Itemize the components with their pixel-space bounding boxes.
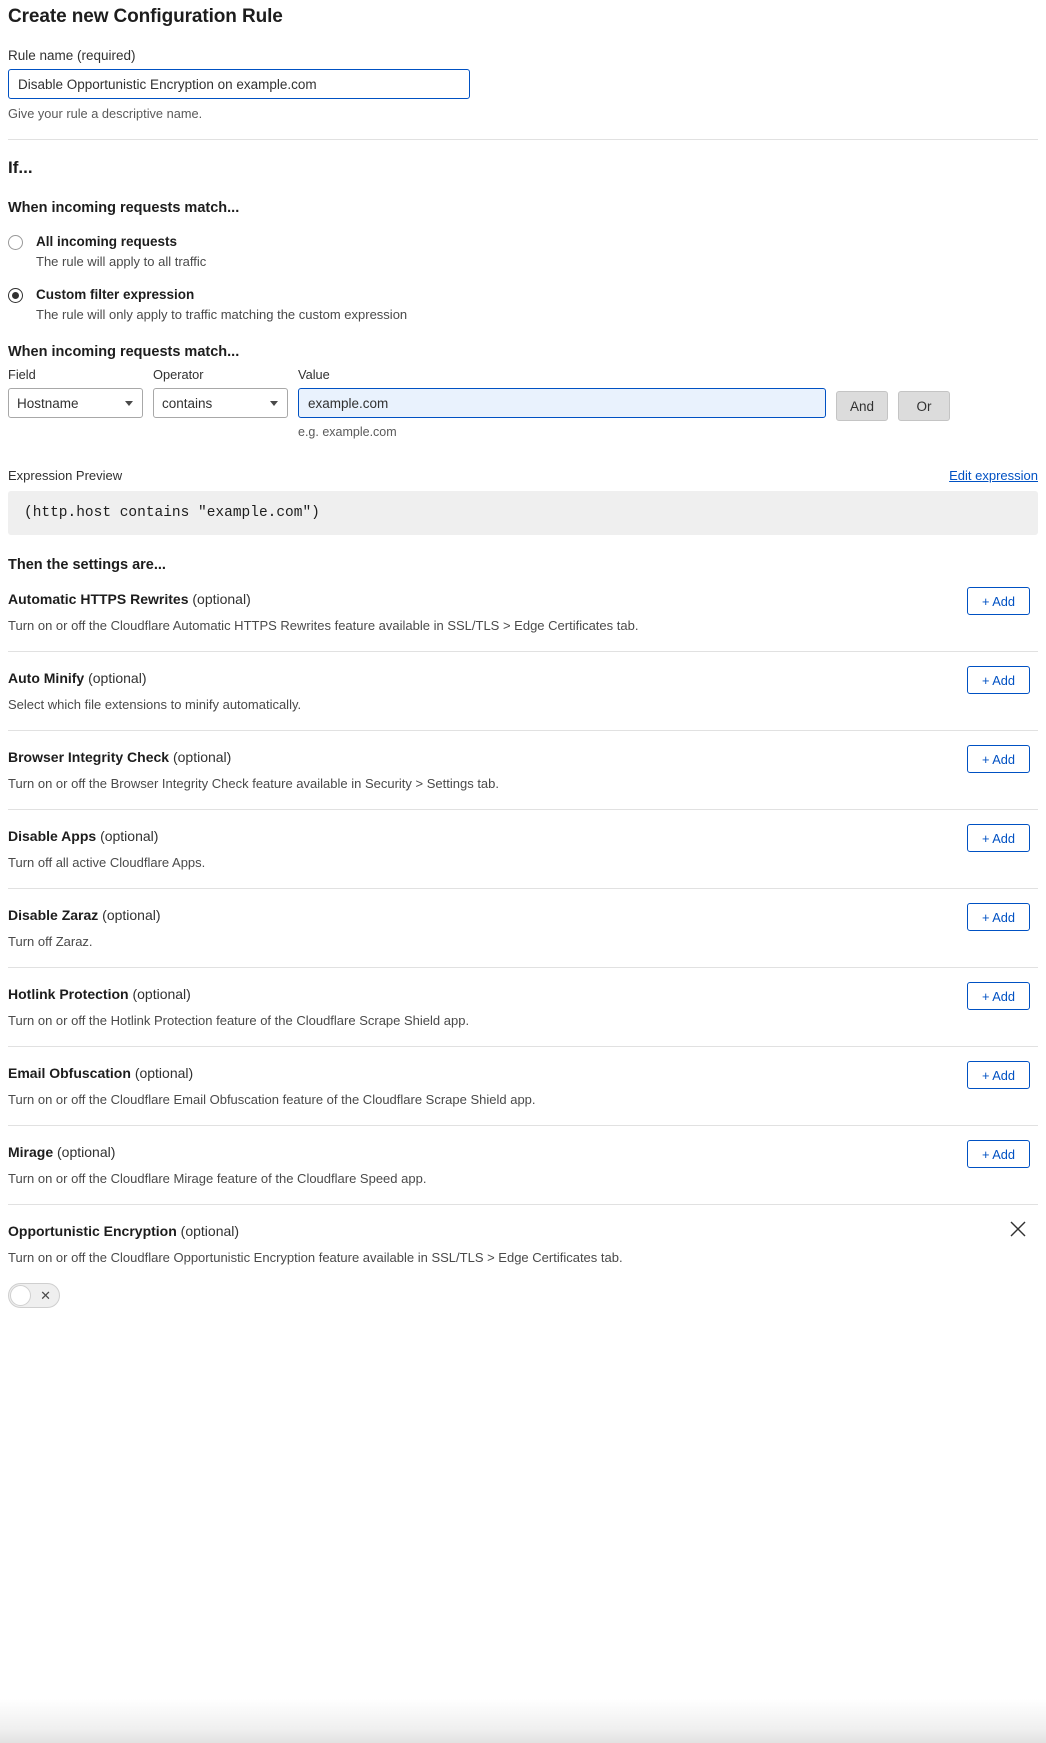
close-icon[interactable]	[1008, 1219, 1028, 1239]
setting-row	[8, 652, 1038, 731]
setting-title	[8, 670, 1038, 686]
bottom-fade-bar	[0, 1699, 1046, 1743]
chevron-down-icon	[125, 401, 133, 406]
value-column-label: Value	[298, 367, 330, 382]
setting-title	[8, 986, 1038, 1002]
setting-optional: (optional)	[172, 749, 232, 765]
setting-description: Turn on or off the Cloudflare Mirage feature of the Cloudflare Speed app.	[8, 1171, 427, 1186]
radio-desc-all-requests: The rule will apply to all traffic	[36, 254, 207, 269]
operator-select-value: contains	[162, 396, 213, 411]
operator-select[interactable]	[153, 388, 288, 418]
radio-desc-custom-filter: The rule will only apply to traffic matching the custom expression	[36, 307, 408, 322]
expression-preview-code: (http.host contains "example.com")	[8, 491, 1038, 535]
add-setting-button[interactable]: + Add	[967, 745, 1030, 773]
edit-expression-link[interactable]: Edit expression	[949, 468, 1038, 483]
setting-description: Turn off all active Cloudflare Apps.	[8, 855, 206, 870]
setting-name: Opportunistic Encryption	[8, 1223, 177, 1239]
chevron-down-icon	[270, 401, 278, 406]
setting-row	[8, 968, 1038, 1047]
setting-optional: (optional)	[132, 986, 191, 1002]
setting-row	[8, 573, 1038, 652]
page-title: Create new Configuration Rule	[8, 6, 283, 27]
setting-title	[8, 1065, 1038, 1081]
setting-title	[8, 828, 1038, 844]
radio-icon-custom-filter[interactable]	[8, 288, 23, 303]
setting-description: Turn on or off the Hotlink Protection feature of the Cloudflare Scrape Shield app.	[8, 1013, 470, 1028]
setting-title	[8, 1223, 1038, 1239]
field-select[interactable]	[8, 388, 143, 418]
toggle-wrapper	[8, 1283, 1038, 1313]
add-setting-button[interactable]: + Add	[967, 982, 1030, 1010]
setting-row-opportunistic-encryption	[8, 1205, 1038, 1331]
configuration-rule-form	[0, 6, 1046, 1331]
setting-row	[8, 1047, 1038, 1126]
setting-title	[8, 749, 1038, 765]
opportunistic-encryption-toggle[interactable]	[8, 1283, 60, 1308]
setting-title	[8, 1144, 1038, 1160]
toggle-state-icon: ✕	[40, 1288, 51, 1303]
match-heading: When incoming requests match...	[8, 200, 240, 216]
setting-name: Mirage	[8, 1144, 54, 1160]
rule-name-helper: Give your rule a descriptive name.	[8, 106, 203, 121]
and-button[interactable]: And	[836, 391, 888, 421]
expression-preview-label: Expression Preview	[8, 468, 123, 483]
radio-label-custom-filter: Custom filter expression	[36, 287, 195, 302]
add-setting-button[interactable]: + Add	[967, 666, 1030, 694]
setting-description: Select which file extensions to minify automatically.	[8, 697, 302, 712]
setting-title	[8, 907, 1038, 923]
rule-name-input[interactable]	[8, 69, 470, 99]
setting-optional: (optional)	[57, 1144, 116, 1160]
setting-row	[8, 731, 1038, 810]
value-hint: e.g. example.com	[298, 425, 397, 439]
setting-name: Disable Apps	[8, 828, 97, 844]
setting-optional: (optional)	[102, 907, 161, 923]
logic-buttons	[836, 391, 950, 421]
setting-name: Disable Zaraz	[8, 907, 99, 923]
setting-row	[8, 889, 1038, 968]
radio-option-custom-filter[interactable]	[8, 286, 1038, 322]
add-setting-button[interactable]: + Add	[967, 1140, 1030, 1168]
add-setting-button[interactable]: + Add	[967, 587, 1030, 615]
add-setting-button[interactable]: + Add	[967, 903, 1030, 931]
rule-name-label: Rule name (required)	[8, 48, 136, 63]
setting-name: Automatic HTTPS Rewrites	[8, 591, 189, 607]
setting-row	[8, 1126, 1038, 1205]
add-setting-button[interactable]: + Add	[967, 824, 1030, 852]
setting-description: Turn on or off the Cloudflare Opportunistic Encryption feature available in SSL/TLS > Edge Certificates tab.	[8, 1250, 623, 1265]
radio-icon-all-requests[interactable]	[8, 235, 23, 250]
operator-column-label: Operator	[153, 367, 204, 382]
add-setting-button[interactable]: + Add	[967, 1061, 1030, 1089]
setting-optional: (optional)	[192, 591, 251, 607]
setting-optional: (optional)	[100, 828, 159, 844]
setting-description: Turn on or off the Browser Integrity Check feature available in Security > Settings tab.	[8, 776, 500, 791]
then-section-heading: Then the settings are...	[8, 557, 166, 573]
toggle-knob	[10, 1285, 31, 1306]
expression-preview-header	[8, 468, 1038, 483]
setting-title	[8, 591, 1038, 607]
field-column-label: Field	[8, 367, 36, 382]
setting-row	[8, 810, 1038, 889]
setting-description: Turn on or off the Cloudflare Automatic HTTPS Rewrites feature available in SSL/TLS > Edge Certificates tab.	[8, 618, 639, 633]
value-column	[298, 367, 826, 439]
setting-description: Turn off Zaraz.	[8, 934, 93, 949]
setting-optional: (optional)	[88, 670, 147, 686]
value-input[interactable]	[298, 388, 826, 418]
expression-builder-row	[8, 367, 1038, 439]
radio-label-all-requests: All incoming requests	[36, 234, 178, 249]
setting-optional: (optional)	[180, 1223, 240, 1239]
divider	[8, 139, 1038, 140]
operator-column	[153, 367, 288, 418]
field-column	[8, 367, 143, 418]
or-button[interactable]: Or	[898, 391, 950, 421]
setting-name: Browser Integrity Check	[8, 749, 170, 765]
setting-description: Turn on or off the Cloudflare Email Obfuscation feature of the Cloudflare Scrape Shield app.	[8, 1092, 536, 1107]
field-select-value: Hostname	[17, 396, 79, 411]
radio-option-all-requests[interactable]	[8, 233, 1038, 269]
setting-name: Hotlink Protection	[8, 986, 129, 1002]
builder-heading: When incoming requests match...	[8, 344, 240, 360]
setting-optional: (optional)	[134, 1065, 194, 1081]
if-section-heading: If...	[8, 158, 33, 177]
setting-name: Email Obfuscation	[8, 1065, 131, 1081]
setting-name: Auto Minify	[8, 670, 85, 686]
